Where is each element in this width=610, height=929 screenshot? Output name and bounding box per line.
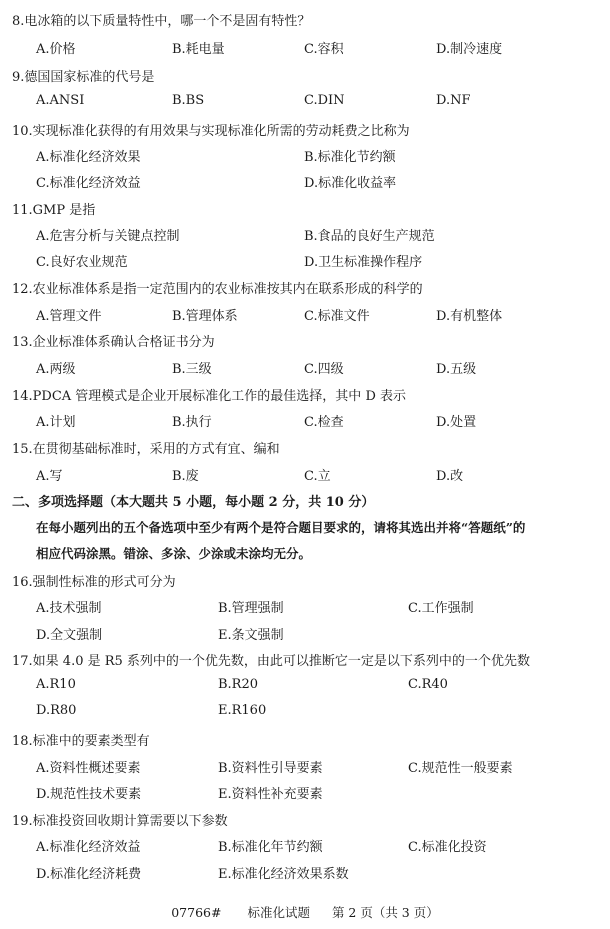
question-9-option-b: B.BS [172, 93, 205, 108]
question-15-option-a: A.写 [36, 469, 63, 484]
section-2-instruction-line-1: 在每小题列出的五个备选项中至少有两个是符合题目要求的，请将其选出并将“答题纸”的 [36, 520, 526, 535]
question-9-stem: 9.德国国家标准的代号是 [12, 70, 155, 85]
question-13-option-a: A.两级 [36, 362, 76, 377]
page-number: 第 2 页（共 3 页） [331, 905, 439, 920]
question-17-option-d: D.R80 [36, 703, 77, 718]
question-12-option-b: B.管理体系 [172, 309, 238, 324]
question-14-option-a: A.计划 [36, 415, 76, 430]
question-18-option-d: D.规范性技术要素 [36, 787, 142, 802]
question-8-option-d: D.制冷速度 [436, 42, 503, 57]
question-9-option-a: A.ANSI [36, 93, 85, 108]
question-8-stem: 8.电冰箱的以下质量特性中，哪一个不是固有特性？ [12, 14, 311, 29]
question-19-option-e: E.标准化经济效果系数 [218, 867, 349, 882]
question-19-option-c: C.标准化投资 [408, 840, 487, 855]
question-16-stem: 16.强制性标准的形式可分为 [12, 575, 176, 590]
question-15-option-d: D.改 [436, 469, 464, 484]
question-16-option-b: B.管理强制 [218, 601, 284, 616]
question-15-option-c: C.立 [304, 469, 331, 484]
question-13-option-c: C.四级 [304, 362, 344, 377]
question-17-option-a: A.R10 [36, 677, 76, 692]
section-2-instruction-line-2: 相应代码涂黑。错涂、多涂、少涂或未涂均无分。 [36, 546, 312, 561]
question-19-option-a: A.标准化经济效益 [36, 840, 141, 855]
exam-code: 07766# [171, 905, 222, 920]
question-11-option-b: B.食品的良好生产规范 [304, 229, 435, 244]
question-16-option-a: A.技术强制 [36, 601, 102, 616]
question-11-option-a: A.危害分析与关键点控制 [36, 229, 180, 244]
question-10-option-d: D.标准化收益率 [304, 176, 397, 191]
question-14-stem: 14.PDCA 管理模式是企业开展标准化工作的最佳选择，其中 D 表示 [12, 389, 406, 404]
question-13-option-d: D.五级 [436, 362, 477, 377]
question-12-option-d: D.有机整体 [436, 309, 503, 324]
question-8-option-a: A.价格 [36, 42, 76, 57]
question-10-option-c: C.标准化经济效益 [36, 176, 141, 191]
question-11-stem: 11.GMP 是指 [12, 203, 96, 218]
question-14-option-d: D.处置 [436, 415, 477, 430]
question-18-option-e: E.资料性补充要素 [218, 787, 323, 802]
question-17-option-c: C.R40 [408, 677, 448, 692]
question-11-option-c: C.良好农业规范 [36, 255, 128, 270]
question-12-option-c: C.标准文件 [304, 309, 370, 324]
page-footer [0, 903, 610, 921]
question-10-option-a: A.标准化经济效果 [36, 150, 141, 165]
question-10-stem: 10.实现标准化获得的有用效果与实现标准化所需的劳动耗费之比称为 [12, 124, 410, 139]
question-9-option-d: D.NF [436, 93, 471, 108]
question-9-option-c: C.DIN [304, 93, 345, 108]
exam-subject: 标准化试题 [247, 905, 310, 920]
question-14-option-b: B.执行 [172, 415, 212, 430]
question-18-stem: 18.标准中的要素类型有 [12, 734, 150, 749]
question-17-stem: 17.如果 4.0 是 R5 系列中的一个优先数，由此可以推断它一定是以下系列中的一个优先数 [12, 654, 530, 669]
question-10-option-b: B.标准化节约额 [304, 150, 396, 165]
question-15-stem: 15.在贯彻基础标准时，采用的方式有宜、编和 [12, 442, 280, 457]
question-14-option-c: C.检查 [304, 415, 344, 430]
question-19-option-b: B.标准化年节约额 [218, 840, 323, 855]
question-19-stem: 19.标准投资回收期计算需要以下参数 [12, 814, 228, 829]
question-16-option-c: C.工作强制 [408, 601, 474, 616]
question-17-option-b: B.R20 [218, 677, 259, 692]
question-11-option-d: D.卫生标准操作程序 [304, 255, 423, 270]
question-8-option-b: B.耗电量 [172, 42, 225, 57]
question-12-stem: 12.农业标准体系是指一定范围内的农业标准按其内在联系形成的科学的 [12, 282, 423, 297]
question-18-option-b: B.资料性引导要素 [218, 761, 323, 776]
question-13-option-b: B.三级 [172, 362, 212, 377]
question-8-option-c: C.容积 [304, 42, 344, 57]
question-16-option-d: D.全文强制 [36, 628, 103, 643]
section-2-title: 二、多项选择题（本大题共 5 小题，每小题 2 分，共 10 分） [12, 495, 375, 510]
question-15-option-b: B.废 [172, 469, 199, 484]
question-16-option-e: E.条文强制 [218, 628, 284, 643]
question-18-option-c: C.规范性一般要素 [408, 761, 513, 776]
question-19-option-d: D.标准化经济耗费 [36, 867, 142, 882]
question-17-option-e: E.R160 [218, 703, 267, 718]
question-12-option-a: A.管理文件 [36, 309, 102, 324]
question-18-option-a: A.资料性概述要素 [36, 761, 141, 776]
question-13-stem: 13.企业标准体系确认合格证书分为 [12, 335, 215, 350]
